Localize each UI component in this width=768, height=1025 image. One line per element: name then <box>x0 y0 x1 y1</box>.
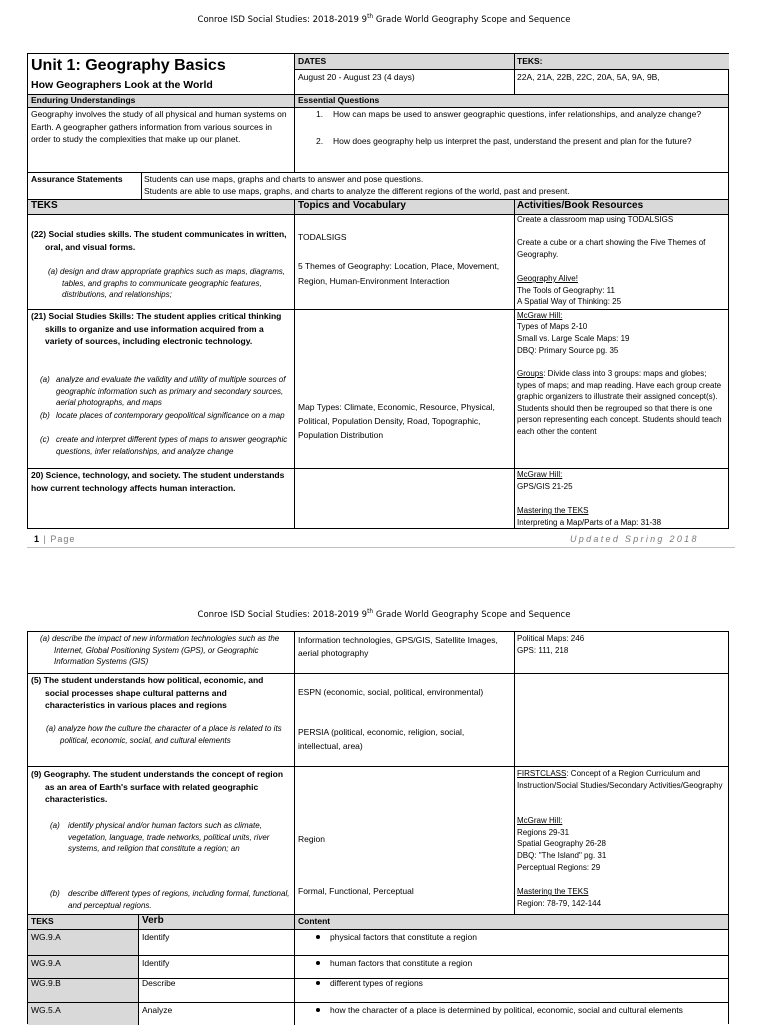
table-row: physical factors that constitute a region <box>298 931 723 944</box>
activity-five-themes: Create a cube or a chart showing the Five Themes of Geography. <box>517 238 706 259</box>
mcgraw-hill-3: DBQ: Primary Source pg. 35 <box>517 346 619 355</box>
unit-title: Unit 1: Geography Basics <box>31 57 226 74</box>
teks-5-head: (5) The student understands how political, economic, and social processes shape cultural patterns and characteristics in various places and regions <box>31 675 264 710</box>
table-row: Identify <box>142 932 170 942</box>
mcgraw-hill-regions-title: McGraw Hill: <box>517 816 563 825</box>
mastering-teks-title: Mastering the TEKS <box>517 506 589 515</box>
assurance-1: Students can use maps, graphs and charts to answer and pose questions. <box>144 174 424 184</box>
mcgraw-hill-2: Small vs. Large Scale Maps: 19 <box>517 334 630 343</box>
geography-alive-1: The Tools of Geography: 11 <box>517 286 615 295</box>
footer-divider <box>27 547 735 548</box>
verb-col-content: Content <box>298 916 331 926</box>
topic-espn: ESPN (economic, social, political, environmental) <box>298 687 484 697</box>
activity-classroom-map: Create a classroom map using TODALSIGS <box>517 215 674 224</box>
page2-header: Conroe ISD Social Studies: 2018-2019 9th Grade World Geography Scope and Sequence <box>197 608 571 620</box>
teks-21-head: (21) Social Studies Skills: The student applies critical thinking skills to organize and use information acquired from a variety of sources, including electronic technology. <box>31 311 282 346</box>
table-row: WG.9.B <box>31 978 61 988</box>
table-row: how the character of a place is determined by political, economic, social and cultural elements <box>298 1004 723 1017</box>
mastering-teks-1: Interpreting a Map/Parts of a Map: 31-38 <box>517 518 662 527</box>
verb-col-verb: Verb <box>142 915 164 926</box>
essential-q1: 1. How can maps be used to answer geographic questions, infer relationships, and analyze change? <box>316 109 702 119</box>
teks-value: 22A, 21A, 22B, 22C, 20A, 5A, 9A, 9B, <box>517 72 660 82</box>
political-maps: Political Maps: 246 <box>517 634 585 643</box>
topic-five-themes: 5 Themes of Geography: Location, Place, Movement, Region, Human-Environment Interaction <box>298 261 500 286</box>
teks-20-head: 20) Science, technology, and society. The student understands how current technology affects human interaction. <box>31 470 285 493</box>
essential-q2: 2. How does geography help us interpret the past, understand the present and plan for the future? <box>316 136 692 146</box>
teks-label: TEKS: <box>517 56 543 66</box>
essential-label: Essential Questions <box>298 95 380 105</box>
topic-map-types: Map Types: Climate, Economic, Resource, Physical, Political, Population Density, Road, Topographic, Population Distribution <box>298 402 495 440</box>
table-row: WG.5.A <box>31 1005 61 1015</box>
col-topics: Topics and Vocabulary <box>298 200 406 211</box>
unit-table-continued <box>27 631 729 1024</box>
dates-label: DATES <box>298 56 327 66</box>
assurance-2: Students are able to use maps, graphs, and charts to analyze the different regions of the world, past and present. <box>144 186 570 196</box>
topic-todalsigs: TODALSIGS <box>298 232 347 242</box>
updated-note: Updated Spring 2018 <box>570 534 699 544</box>
teks-21-b: (b) locate places of contemporary geopolitical significance on a map <box>40 411 285 420</box>
gps-pages: GPS: 111, 218 <box>517 646 569 655</box>
topic-info-tech: Information technologies, GPS/GIS, Satellite Images, aerial photography <box>298 635 498 658</box>
teks-22-a: (a) design and draw appropriate graphics such as maps, diagrams, tables, and graphs to communicate geographic features, distributions, and relationships; <box>48 267 286 299</box>
table-row: Describe <box>142 978 176 988</box>
table-row: different types of regions <box>298 977 723 990</box>
teks-21-c: (c) create and interpret different types of maps to answer geographic questions, infer relationships, and analyze change <box>40 435 288 456</box>
mcgraw-hill-1: Types of Maps 2-10 <box>517 322 588 331</box>
verb-col-teks: TEKS <box>31 916 54 926</box>
teks-9-head: (9) Geography. The student understands the concept of region as an area of Earth's surface with related geographic characteristics. <box>31 769 284 804</box>
teks-9-b: (b) describe different types of regions, including formal, functional, and perceptual regions. <box>50 889 290 910</box>
unit-subtitle: How Geographers Look at the World <box>31 79 213 91</box>
groups-activity: Groups: Divide class into 3 groups: maps and globes; types of maps; and map reading. Have each group create graphic organizers to illustrate their assigned concept(s). Students should then be regrouped so that there is one person representing each concept. Students should teach each other the content <box>517 369 722 436</box>
firstclass-resource: FIRSTCLASS: Concept of a Region Curriculum and Instruction/Social Studies/Secondary Activities/Geography <box>517 769 723 790</box>
teks-9-a: (a) identify physical and/or human factors such as climate, vegetation, language, trade networks, political units, river systems, and religion that constitute a region; an <box>50 821 270 853</box>
teks-20-a: (a) describe the impact of new information technologies such as the Internet, Global Positioning System (GPS), or Geographic Information Systems (GIS) <box>40 634 280 666</box>
assurance-label: Assurance Statements <box>31 174 123 184</box>
table-row: human factors that constitute a region <box>298 957 723 970</box>
unit-table <box>27 53 729 529</box>
enduring-label: Enduring Understandings <box>31 95 136 105</box>
col-teks: TEKS <box>31 200 58 211</box>
teks-5-a: (a) analyze how the culture the character of a place is related to its political, economic, social, and cultural elements <box>46 724 282 745</box>
table-row: Analyze <box>142 1005 173 1015</box>
teks-22-head: (22) Social studies skills. The student communicates in written, oral, and visual forms. <box>31 229 287 252</box>
mastering-teks-region-title: Mastering the TEKS <box>517 887 589 896</box>
mcgraw-hill-regions-3: DBQ: "The Island" pg. 31 <box>517 851 607 860</box>
mcgraw-hill-regions-4: Perceptual Regions: 29 <box>517 863 601 872</box>
dates-value: August 20 - August 23 (4 days) <box>298 72 415 82</box>
mcgraw-hill-gps-title: McGraw Hill: <box>517 470 563 479</box>
enduring-text: Geography involves the study of all physical and human systems on Earth. A geographer gathers information from various sources in order to study the complexities that make up our planet. <box>31 109 287 144</box>
table-row: WG.9.A <box>31 932 61 942</box>
mcgraw-hill-title: McGraw Hill: <box>517 311 563 320</box>
teks-21-a: (a) analyze and evaluate the validity and utility of multiple sources of geographic information such as primary and secondary sources, aerial photographs, and maps <box>40 375 286 407</box>
page-header: Conroe ISD Social Studies: 2018-2019 9th Grade World Geography Scope and Sequence <box>197 13 571 25</box>
mcgraw-hill-gps: GPS/GIS 21-25 <box>517 482 573 491</box>
mcgraw-hill-regions-2: Spatial Geography 26-28 <box>517 839 606 848</box>
page-number: 1 | Page <box>34 534 76 544</box>
mcgraw-hill-regions-1: Regions 29-31 <box>517 828 570 837</box>
mastering-teks-region: Region: 78-79, 142-144 <box>517 899 602 908</box>
geography-alive-2: A Spatial Way of Thinking: 25 <box>517 297 622 306</box>
topic-region-types: Formal, Functional, Perceptual <box>298 886 414 896</box>
table-row: Identify <box>142 958 170 968</box>
col-activities: Activities/Book Resources <box>517 200 644 211</box>
topic-region: Region <box>298 834 325 844</box>
geography-alive-title: Geography Alive! <box>517 274 578 283</box>
table-row: WG.9.A <box>31 958 61 968</box>
topic-persia: PERSIA (political, economic, religion, social, intellectual, area) <box>298 727 465 751</box>
